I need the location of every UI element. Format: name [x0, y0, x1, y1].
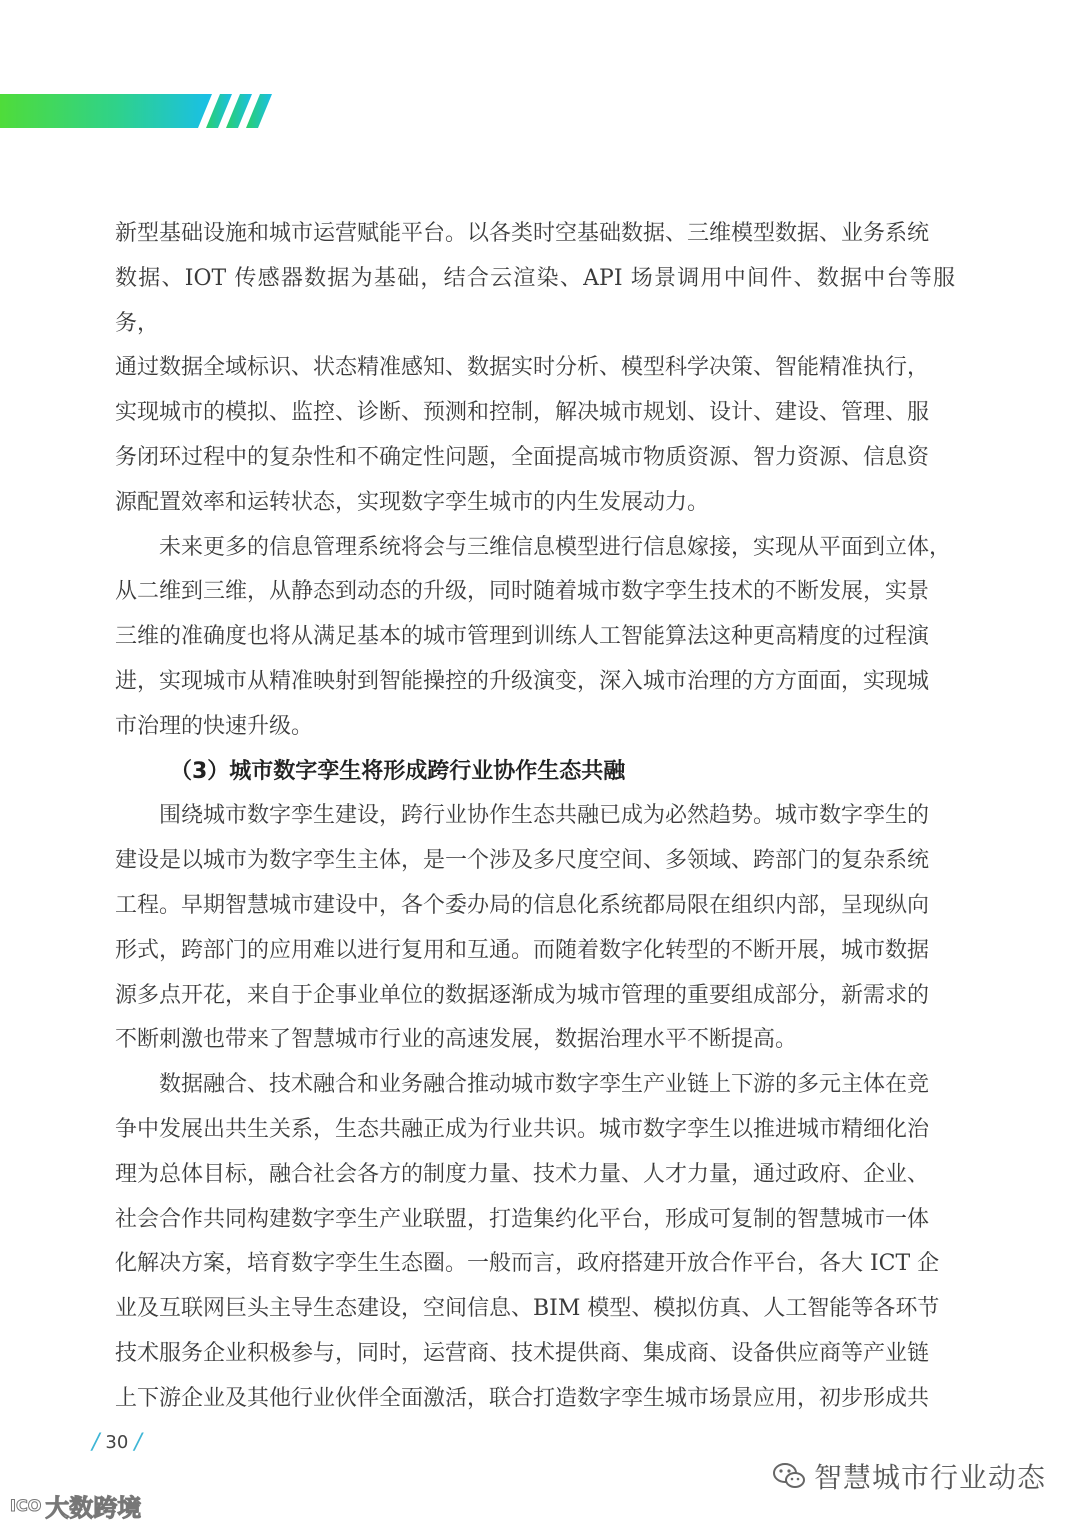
paragraph-2 — [115, 526, 955, 750]
text-line: 数据、IOT 传感器数据为基础，结合云渲染、API 场景调用中间件、数据中台等服务， — [115, 265, 955, 336]
paragraph-3 — [115, 794, 955, 1063]
text-line: 争中发展出共生关系，生态共融正成为行业共识。城市数字孪生以推进城市精细化治 — [115, 1116, 930, 1142]
text-line: 源多点开花，来自于企事业单位的数据逐渐成为城市管理的重要组成部分，新需求的 — [115, 982, 930, 1008]
text-line: 业及互联网巨头主导生态建设，空间信息、BIM 模型、模拟仿真、人工智能等各环节 — [115, 1296, 940, 1322]
text-line: 进，实现城市从精准映射到智能操控的升级演变，深入城市治理的方方面面，实现城 — [115, 668, 930, 694]
text-line: 形式，跨部门的应用难以进行复用和互通。而随着数字化转型的不断开展，城市数据 — [115, 937, 930, 963]
text-line: 务闭环过程中的复杂性和不确定性问题，全面提高城市物质资源、智力资源、信息资 — [115, 444, 930, 470]
wechat-icon — [772, 1461, 806, 1491]
text-line: 未来更多的信息管理系统将会与三维信息模型进行信息嫁接，实现从平面到立体， — [159, 534, 952, 560]
text-line: 建设是以城市为数字孪生主体，是一个涉及多尺度空间、多领域、跨部门的复杂系统 — [115, 848, 930, 874]
text-line: 技术服务企业积极参与，同时，运营商、技术提供商、集成商、设备供应商等产业链 — [115, 1340, 930, 1366]
text-line: 不断刺激也带来了智慧城市行业的高速发展，数据治理水平不断提高。 — [115, 1027, 798, 1053]
brand-text: 大数跨境 — [45, 1494, 142, 1522]
text-line: 数据融合、技术融合和业务融合推动城市数字孪生产业链上下游的多元主体在竞 — [159, 1072, 930, 1098]
text-line: 理为总体目标，融合社会各方的制度力量、技术力量、人才力量，通过政府、企业、 — [115, 1161, 930, 1187]
header-gradient-stripe — [0, 94, 280, 128]
brand-logo-icon: ICO — [10, 1496, 42, 1515]
text-line: 市治理的快速升级。 — [115, 713, 314, 739]
text-line: 工程。早期智慧城市建设中，各个委办局的信息化系统都局限在组织内部，呈现纵向 — [115, 892, 930, 918]
text-line: 上下游企业及其他行业伙伴全面激活，联合打造数字孪生城市场景应用，初步形成共 — [115, 1385, 930, 1411]
slash-decoration-icon: / — [134, 1430, 142, 1455]
text-line: 社会合作共同构建数字孪生产业联盟，打造集约化平台，形成可复制的智慧城市一体 — [115, 1206, 930, 1232]
text-line: 新型基础设施和城市运营赋能平台。以各类时空基础数据、三维模型数据、业务系统 — [115, 221, 930, 246]
text-line: 源配置效率和运转状态，实现数字孪生城市的内生发展动力。 — [115, 489, 710, 515]
text-line: 三维的准确度也将从满足基本的城市管理到训练人工智能算法这种更高精度的过程演 — [115, 624, 930, 650]
text-line: 围绕城市数字孪生建设，跨行业协作生态共融已成为必然趋势。城市数字孪生的 — [159, 803, 930, 829]
watermark-brand — [10, 1488, 141, 1523]
text-line: 实现城市的模拟、监控、诊断、预测和控制，解决城市规划、设计、建设、管理、服 — [115, 400, 930, 426]
watermark-wechat — [772, 1456, 1046, 1496]
watermark-text: 智慧城市行业动态 — [813, 1461, 1046, 1494]
text-line: 化解决方案，培育数字孪生生态圈。一般而言，政府搭建开放合作平台，各大 ICT 企 — [115, 1251, 940, 1277]
section-heading: （3）城市数字孪生将形成跨行业协作生态共融 — [170, 758, 626, 784]
paragraph-4 — [115, 1063, 955, 1421]
paragraph-1 — [115, 212, 955, 526]
page-body — [115, 212, 955, 1422]
text-line: 从二维到三维，从静态到动态的升级，同时随着城市数字孪生技术的不断发展，实景 — [115, 579, 930, 605]
page-number — [92, 1430, 142, 1455]
page-number-value: 30 — [105, 1432, 129, 1453]
text-line: 通过数据全域标识、状态精准感知、数据实时分析、模型科学决策、智能精准执行， — [115, 355, 930, 381]
slash-decoration-icon: / — [92, 1430, 100, 1455]
